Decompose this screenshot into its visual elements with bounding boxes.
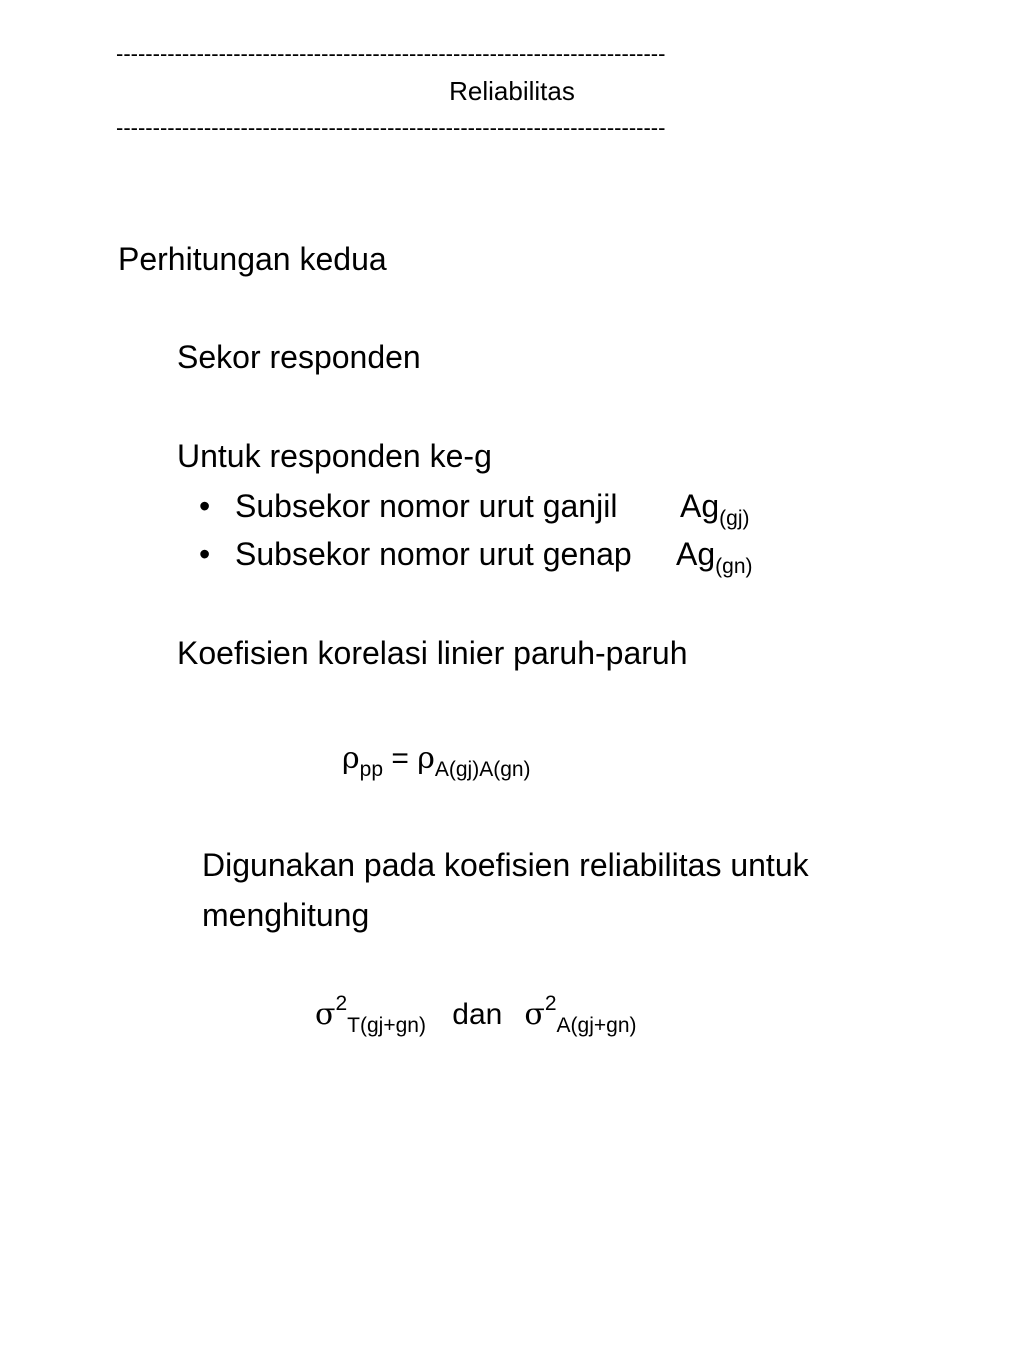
bullet-symbol — [680, 487, 750, 530]
symbol-base: Ag — [676, 536, 716, 572]
header-rule-top: --------------------------------------------------------------------------- — [116, 42, 666, 66]
sigma-subscript: A(gj+gn) — [556, 1014, 637, 1037]
rho-symbol: ρ — [342, 741, 360, 776]
list-item — [199, 487, 617, 525]
bullet-label: Subsekor nomor urut ganjil — [235, 488, 618, 524]
symbol-subscript: (gn) — [715, 555, 753, 578]
score-heading: Sekor responden — [177, 339, 421, 375]
rho-subscript: A(gj)A(gn) — [434, 758, 531, 781]
bullet-symbol — [676, 535, 753, 578]
section-title: Perhitungan kedua — [118, 241, 387, 277]
sigma-formula — [315, 992, 637, 1037]
sigma-superscript: 2 — [544, 992, 557, 1015]
bullet-label: Subsekor nomor urut genap — [235, 536, 632, 572]
sigma-subscript: T(gj+gn) — [347, 1014, 426, 1037]
bullet-marker: • — [199, 536, 211, 572]
bullet-marker: • — [199, 488, 211, 524]
correlation-heading: Koefisien korelasi linier paruh-paruh — [177, 635, 688, 671]
usage-line: Digunakan pada koefisien reliabilitas untuk — [202, 847, 809, 883]
sigma-superscript: 2 — [335, 992, 348, 1015]
respondent-line: Untuk responden ke-g — [177, 438, 492, 474]
conjunction-text: dan — [452, 998, 503, 1031]
symbol-subscript: (gj) — [719, 507, 750, 530]
header-rule-bottom: --------------------------------------------------------------------------- — [116, 116, 666, 140]
page-title: Reliabilitas — [449, 76, 575, 106]
equals-sign: = — [391, 742, 409, 775]
rho-formula — [342, 740, 531, 781]
usage-line: menghitung — [202, 897, 370, 933]
sigma-symbol: σ — [524, 997, 545, 1032]
rho-symbol: ρ — [417, 741, 435, 776]
list-item — [199, 535, 632, 573]
sigma-symbol: σ — [315, 997, 336, 1032]
symbol-base: Ag — [680, 488, 720, 524]
rho-subscript: pp — [359, 758, 383, 781]
